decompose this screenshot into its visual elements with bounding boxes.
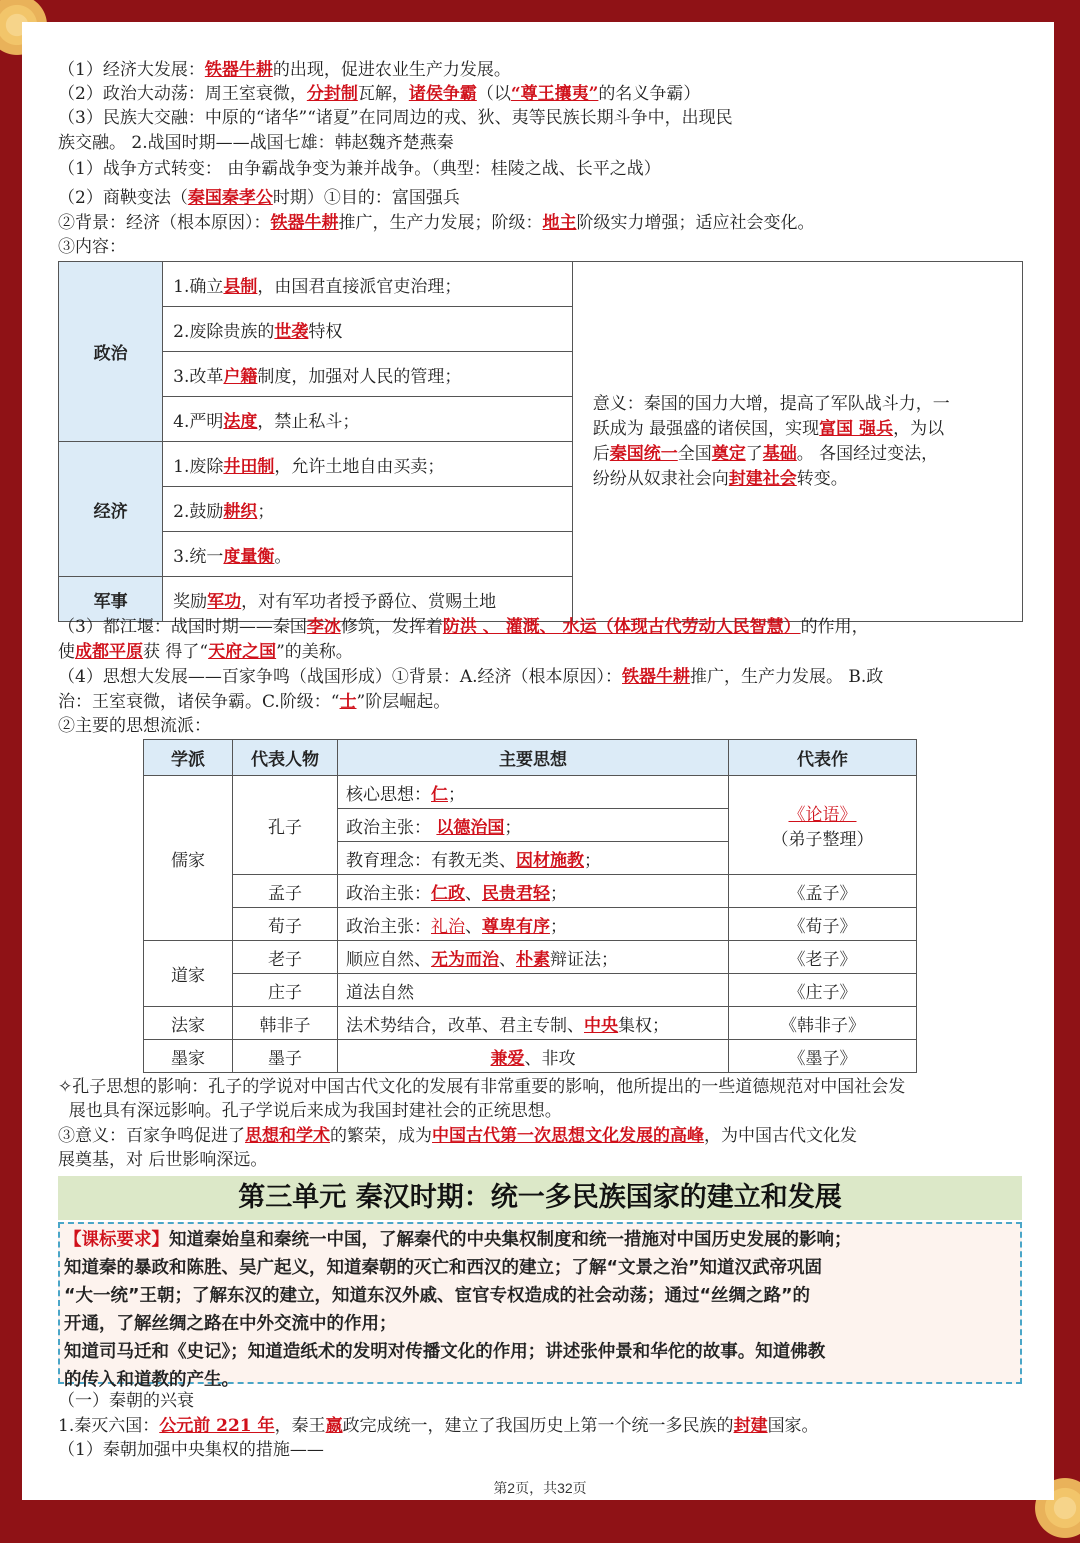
keyword: 民贵君轻 <box>482 883 550 904</box>
text-line <box>58 615 869 639</box>
work-xunzi: 《荀子》 <box>729 908 917 941</box>
text-line <box>58 665 883 689</box>
text-run: ； <box>550 916 567 937</box>
requirement-line: 知道秦的暴政和陈胜、吴广起义，知道秦朝的灭亡和西汉的建立；了解“文景之治”知道汉武帝巩固 <box>64 1258 822 1278</box>
header-person: 代表人物 <box>233 740 338 776</box>
work-hanfeizi: 《韩非子》 <box>729 1007 917 1040</box>
text-run: 推广，生产力发展。 B.政 <box>690 667 884 687</box>
person-mengzi: 孟子 <box>233 875 338 908</box>
keyword: 仁 <box>431 784 448 805</box>
keyword: 防洪 、 灌溉、 水运（体现古代劳动人民智慧） <box>442 617 801 637</box>
school-mojia: 墨家 <box>144 1040 233 1073</box>
idea-cell <box>338 1040 729 1073</box>
text-line <box>58 106 733 130</box>
reform-cell <box>163 532 573 577</box>
idea-cell <box>338 941 729 974</box>
requirement-text: 知道秦始皇和秦统一中国，了解秦代的中央集权制度和统一措施对中国历史发展的影响； <box>169 1230 852 1250</box>
text-run: 、 <box>465 883 482 904</box>
text-run: 使 <box>58 642 75 662</box>
idea-cell <box>338 908 729 941</box>
school-daojia: 道家 <box>144 941 233 1007</box>
keyword: 因材施教 <box>516 850 584 871</box>
text-run: 治：王室衰微，诸侯争霸。C.阶级：“ <box>58 692 340 712</box>
person-xunzi: 荀子 <box>233 908 338 941</box>
text-run: 2.废除贵族的 <box>173 321 275 342</box>
keyword: 封建社会 <box>728 468 797 489</box>
text-run: 的出现，促进农业生产力发展。 <box>272 60 511 80</box>
person-laozi: 老子 <box>233 941 338 974</box>
text-run: 时期）①目的：富国强兵 <box>272 188 460 208</box>
text-run: 制度，加强对人民的管理； <box>257 366 462 387</box>
idea-cell <box>338 875 729 908</box>
economy-label: 经济 <box>59 442 163 577</box>
keyword: “尊王攘夷” <box>510 84 599 104</box>
keyword: 天府之国 <box>208 642 277 662</box>
text-run: （1）经济大发展： <box>58 60 205 80</box>
significance-line <box>593 392 1012 417</box>
keyword: 世袭 <box>274 321 309 342</box>
text-run: 政治主张： <box>346 883 431 904</box>
text-run: 政治主张： <box>346 916 431 937</box>
text-run: 辩证法； <box>550 949 618 970</box>
reform-cell <box>163 487 573 532</box>
keyword: 嬴 <box>325 1416 343 1436</box>
text-run: ，为中国古代文化发 <box>704 1126 857 1146</box>
work-lunyu: 《论语》 <box>788 805 857 825</box>
keyword: 秦国统一 <box>609 443 678 464</box>
keyword: 耕织 <box>223 501 258 522</box>
text-run: （1）秦朝加强中央集权的措施—— <box>58 1440 324 1460</box>
text-run: ”阶层崛起。 <box>356 692 451 712</box>
idea-cell <box>338 776 729 809</box>
text-run: 教育理念：有教无类、 <box>346 850 516 871</box>
text-run: ”的美称。 <box>276 642 353 662</box>
keyword: 中国古代第一次思想文化发展的高峰 <box>432 1126 704 1146</box>
text-run: ； <box>448 784 465 805</box>
text-run: ②背景：经济（根本原因）： <box>58 213 271 233</box>
keyword: 公元前 221 年 <box>159 1416 275 1436</box>
text-run: （一）秦朝的兴衰 <box>58 1391 194 1411</box>
keyword: 以德治国 <box>436 817 505 838</box>
text-run: 展也具有深远影响。孔子学说后来成为我国封建社会的正统思想。 <box>58 1101 562 1121</box>
keyword: 地主 <box>542 213 577 233</box>
text-run: 族交融。 2.战国时期——战国七雄：韩赵魏齐楚燕秦 <box>58 133 454 153</box>
text-run: ②主要的思想流派： <box>58 716 211 736</box>
politics-label: 政治 <box>59 262 163 442</box>
keyword: 秦国秦孝公 <box>187 188 273 208</box>
header-ideas: 主要思想 <box>338 740 729 776</box>
keyword: 户籍 <box>223 366 258 387</box>
keyword: 兼爱 <box>490 1048 525 1069</box>
keyword: 成都平原 <box>75 642 143 662</box>
text-run: 道法自然 <box>346 982 414 1003</box>
keyword: 铁器牛耕 <box>622 667 690 687</box>
reform-table <box>58 261 1023 622</box>
reform-cell <box>163 442 573 487</box>
keyword: 中央 <box>584 1015 618 1036</box>
keyword: 军功 <box>207 591 242 612</box>
text-run: 、 <box>499 949 516 970</box>
text-run: 集权； <box>618 1015 669 1036</box>
text-run: 后 <box>592 443 610 464</box>
text-run: 的作用， <box>800 617 869 637</box>
text-run: 展奠基，对 后世影响深远。 <box>58 1150 268 1170</box>
person-hanfeizi: 韩非子 <box>233 1007 338 1040</box>
school-fajia: 法家 <box>144 1007 233 1040</box>
work-note: （弟子整理） <box>771 830 874 850</box>
text-run: （4）思想大发展——百家争鸣（战国形成）①背景：A.经济（根本原因）： <box>58 667 622 687</box>
work-zhuangzi: 《庄子》 <box>729 974 917 1007</box>
text-run: 阶级实力增强；适应社会变化。 <box>576 213 815 233</box>
text-run: （2）政治大动荡：周王室衰微， <box>58 84 307 104</box>
person-kongzi: 孔子 <box>233 776 338 875</box>
text-run: ； <box>550 883 567 904</box>
text-line <box>58 58 511 82</box>
significance-line <box>593 442 1012 467</box>
text-line <box>58 1414 819 1438</box>
text-run: ； <box>504 817 522 838</box>
text-run: 2.鼓励 <box>173 501 224 522</box>
text-line <box>58 1148 267 1172</box>
work-laozi: 《老子》 <box>729 941 917 974</box>
text-run: ③意义：百家争鸣促进了 <box>58 1126 245 1146</box>
keyword: 奠定 <box>711 443 746 464</box>
keyword: 基础 <box>762 443 797 464</box>
text-run: ，由国君直接派官吏治理； <box>257 276 462 297</box>
text-run: 核心思想： <box>346 784 431 805</box>
keyword: 县制 <box>223 276 258 297</box>
text-line <box>58 235 126 259</box>
keyword: 诸侯争霸 <box>408 84 477 104</box>
person-zhuangzi: 庄子 <box>233 974 338 1007</box>
text-run: 纷纷从奴隶社会向 <box>592 468 729 489</box>
keyword: 井田制 <box>223 456 275 477</box>
text-run: 修筑，发挥着 <box>340 617 443 637</box>
text-run: （2）商鞅变法（ <box>58 188 188 208</box>
military-label: 军事 <box>59 577 163 622</box>
text-run: 的名义争霸） <box>598 84 701 104</box>
page-number: 第2页，共32页 <box>493 1480 587 1496</box>
requirement-line: 知道司马迁和《史记》；知道造纸术的发明对传播文化的作用；讲述张仲景和华佗的故事。知道佛教 <box>64 1342 826 1362</box>
keyword: 礼治 <box>431 916 465 937</box>
schools-table <box>143 739 917 1073</box>
text-run: 意义：秦国的国力大增，提高了军队战斗力，一 <box>592 393 950 414</box>
keyword: 朴素 <box>516 949 550 970</box>
idea-cell <box>338 809 729 842</box>
text-run: （以 <box>476 84 511 104</box>
text-line <box>58 186 460 210</box>
text-run: 瓦解， <box>357 84 409 104</box>
unit-title: 第三单元 秦汉时期：统一多民族国家的建立和发展 <box>58 1176 1022 1220</box>
text-line <box>58 1124 857 1148</box>
text-run: （3）都江堰：战国时期——秦国 <box>58 617 307 637</box>
idea-cell <box>338 842 729 875</box>
requirement-line <box>64 1226 1016 1254</box>
text-line <box>58 82 700 106</box>
header-school: 学派 <box>144 740 233 776</box>
text-run: 1.秦灭六国： <box>58 1416 160 1436</box>
text-run: 1.废除 <box>173 456 224 477</box>
text-line <box>58 131 454 155</box>
text-run: ，禁止私斗； <box>257 411 360 432</box>
text-run: 特权 <box>308 321 343 342</box>
text-line <box>58 1075 905 1099</box>
text-run: 政治主张： <box>346 817 437 838</box>
work-mozi: 《墨子》 <box>729 1040 917 1073</box>
keyword: 法度 <box>223 411 258 432</box>
text-run: ； <box>584 850 601 871</box>
text-run: 、 <box>465 916 482 937</box>
text-run: 3.改革 <box>173 366 224 387</box>
idea-cell <box>338 974 729 1007</box>
text-run: ，对有军功者授予爵位、赏赐土地 <box>241 591 497 612</box>
text-run: 了 <box>745 443 763 464</box>
idea-cell <box>338 1007 729 1040</box>
text-run: 跃成为 最强盛的诸侯国，实现 <box>592 418 820 439</box>
text-line <box>58 690 450 714</box>
reform-cell <box>163 397 573 442</box>
keyword: 铁器牛耕 <box>204 60 273 80</box>
text-run: ✧孔子思想的影响：孔子的学说对中国古代文化的发展有非常重要的影响，他所提出的一些道德规范对中国社会发 <box>58 1077 906 1097</box>
keyword: 度量衡 <box>223 546 275 567</box>
text-run: 政完成统一，建立了我国历史上第一个统一多民族的 <box>342 1416 734 1436</box>
text-run: ，允许土地自由买卖； <box>274 456 445 477</box>
reform-cell <box>163 262 573 307</box>
keyword: 尊卑有序 <box>482 916 550 937</box>
significance-cell <box>572 262 1022 622</box>
text-run: 推广，生产力发展；阶级： <box>338 213 543 233</box>
text-line <box>58 1438 324 1462</box>
reform-cell <box>163 352 573 397</box>
significance-line <box>593 467 1012 492</box>
reform-cell <box>163 307 573 352</box>
text-line <box>58 1389 194 1413</box>
text-run: 4.严明 <box>173 411 224 432</box>
text-line <box>58 714 211 738</box>
text-run: 国家。 <box>767 1416 819 1436</box>
requirement-tag: 【课标要求】 <box>64 1230 169 1250</box>
header-works: 代表作 <box>729 740 917 776</box>
requirement-line: “大一统”王朝；了解东汉的建立，知道东汉外戚、宦官专权造成的社会动荡；通过“丝绸之路”的 <box>64 1286 811 1306</box>
text-run: ； <box>257 501 275 522</box>
keyword: 士 <box>339 692 357 712</box>
keyword: 封建 <box>733 1416 768 1436</box>
keyword: 李冰 <box>306 617 341 637</box>
text-run: ，为以 <box>893 418 945 439</box>
text-run: （3）民族大交融：中原的“诸华”“诸夏”在同周边的戎、狄、夷等民族长期斗争中，出现民 <box>58 108 733 128</box>
keyword: 无为而治 <box>431 949 499 970</box>
significance-line <box>593 417 1012 442</box>
work-kongzi <box>729 776 917 875</box>
keyword: 仁政 <box>431 883 465 904</box>
text-run: ③内容： <box>58 237 126 257</box>
text-run: 1.确立 <box>173 276 224 297</box>
keyword: 分封制 <box>306 84 358 104</box>
text-run: 转变。 <box>796 468 848 489</box>
text-run: ，秦王 <box>274 1416 326 1436</box>
text-run: 3.统一 <box>173 546 224 567</box>
text-line <box>58 640 353 664</box>
keyword: 富国 强兵 <box>819 418 894 439</box>
text-run: 顺应自然、 <box>346 949 431 970</box>
keyword: 铁器牛耕 <box>270 213 339 233</box>
requirement-line: 的传入和道教的产生。 <box>64 1370 239 1390</box>
text-line <box>58 157 661 181</box>
text-run: 。 <box>274 546 292 567</box>
school-rujia: 儒家 <box>144 776 233 941</box>
keyword: 思想和学术 <box>245 1126 330 1146</box>
text-run: 获 得了“ <box>143 642 209 662</box>
text-line <box>58 1099 562 1123</box>
text-line <box>58 211 815 235</box>
person-mozi: 墨子 <box>233 1040 338 1073</box>
text-run: （1）战争方式转变： 由争霸战争变为兼并战争。（典型：桂陵之战、长平之战） <box>58 159 661 179</box>
work-mengzi: 《孟子》 <box>729 875 917 908</box>
text-run: 法术势结合，改革、君主专制、 <box>346 1015 584 1036</box>
text-run: 、非攻 <box>524 1048 576 1069</box>
text-run: 。 各国经过变法， <box>796 443 939 464</box>
curriculum-requirements <box>58 1222 1022 1390</box>
requirement-line: 开通，了解丝绸之路在中外交流中的作用； <box>64 1314 397 1334</box>
text-run: 全国 <box>677 443 712 464</box>
text-run: 奖励 <box>173 591 208 612</box>
text-run: 的繁荣，成为 <box>330 1126 432 1146</box>
